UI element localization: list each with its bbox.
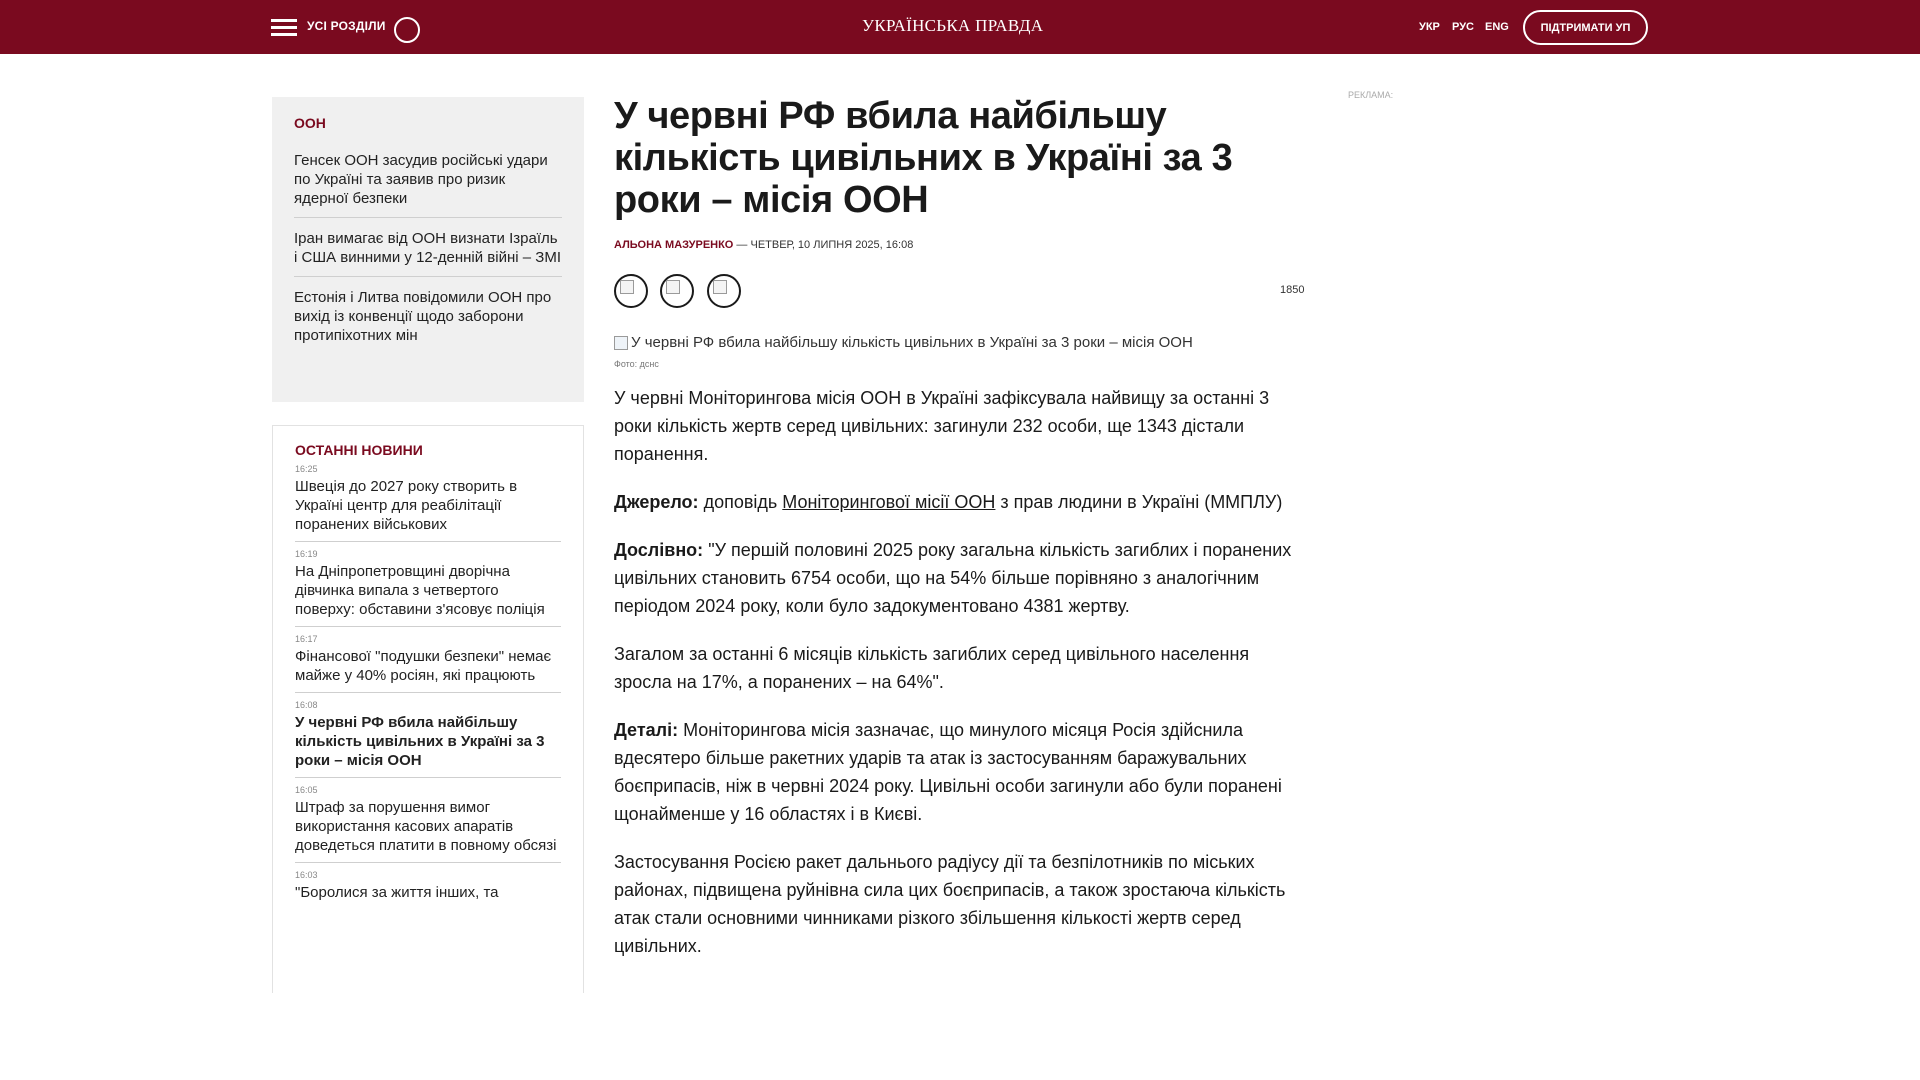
news-time: 16:17 (295, 634, 318, 644)
byline-separator: — (733, 239, 751, 251)
article-paragraph: Застосування Росією ракет дальнього радіусу дії та безпілотників по міських районах, підвищена руйнівна сила цих боєприпасів, а також зростаюча кількість атак стали основними чинниками різкого збільшення кількості жертв серед цивільних. (614, 852, 1286, 956)
news-headline[interactable]: У червні РФ вбила найбільшу кількість цивільних в Україні за 3 роки – місія ООН (295, 714, 545, 769)
news-time: 16:03 (295, 870, 318, 880)
broken-image-icon (614, 336, 628, 350)
un-news-item[interactable]: Естонія і Литва повідомили ООН про вихід із конвенції щодо заборони протипіхотних мін (294, 289, 552, 344)
latest-news-item[interactable] (295, 464, 561, 542)
news-headline[interactable]: Швеція до 2027 року створить в Україні центр для реабілітації поранених військових (295, 478, 518, 533)
article-paragraph-details (614, 716, 1304, 828)
article-paragraph: Загалом за останні 6 місяців кількість загиблих серед цивільного населення зросла на 17%, а поранених – на 64%". (614, 644, 1250, 692)
details-label: Деталі: (614, 720, 679, 740)
support-button[interactable]: ПІДТРИМАТИ УП (1523, 10, 1648, 45)
broken-image-icon (666, 280, 680, 294)
latest-news-box (272, 425, 584, 993)
photo-alt-text: У червні РФ вбила найбільшу кількість цивільних в Україні за 3 роки – місія ООН (631, 334, 1193, 351)
latest-news-item[interactable] (295, 549, 561, 627)
share-twitter-icon[interactable] (660, 274, 694, 308)
lang-eng-link[interactable]: ENG (1485, 21, 1509, 33)
news-headline[interactable]: Штраф за порушення вимог використання касових апаратів доведеться платити в повному обсязі (295, 799, 557, 854)
news-time: 16:05 (295, 785, 318, 795)
broken-image-icon (713, 280, 727, 294)
news-time: 16:25 (295, 464, 318, 474)
article-photo (614, 334, 1193, 351)
un-news-item[interactable]: Генсек ООН засудив російські удари по Україні та заявив про ризик ядерної безпеки (294, 151, 562, 218)
article-date: ЧЕТВЕР, 10 ЛИПНЯ 2025, 16:08 (750, 239, 914, 251)
site-logo[interactable]: УКРАЇНСЬКА ПРАВДА (862, 16, 1044, 35)
latest-news-item[interactable] (295, 634, 561, 693)
all-sections-link[interactable]: УСІ РОЗДІЛИ (307, 19, 386, 33)
un-related-box (272, 97, 584, 402)
latest-news-title[interactable]: ОСТАННІ НОВИНИ (295, 442, 423, 458)
news-headline[interactable]: "Боролися за життя інших, та (295, 884, 499, 901)
top-bar (0, 0, 1920, 54)
hamburger-menu-icon[interactable] (271, 19, 297, 37)
news-time: 16:19 (295, 549, 318, 559)
details-text: Моніторингова місія зазначає, що минулого місяця Росія здійснила вдесятеро більше ракетних ударів та атак із застосуванням баражувальних боєприпасів, ніж в червні 2024 року. Цивільні особи загинули або були поранені щонайменше у 16 областях і в Києві. (614, 720, 1282, 824)
latest-news-item-current[interactable] (295, 700, 561, 778)
source-text-pre: доповідь (698, 492, 783, 512)
broken-image-icon (620, 280, 634, 294)
share-telegram-icon[interactable] (707, 274, 741, 308)
share-facebook-icon[interactable] (614, 274, 648, 308)
latest-news-item[interactable] (295, 785, 561, 863)
author-link[interactable]: АЛЬОНА МАЗУРЕНКО (614, 239, 734, 251)
news-time: 16:08 (295, 700, 318, 710)
un-section-title[interactable]: ООН (294, 115, 326, 131)
search-icon[interactable] (394, 17, 420, 43)
news-headline[interactable]: На Дніпропетровщині дворічна дівчинка випала з четвертого поверху: обставини з'ясовує поліція (295, 563, 545, 618)
article-paragraph-source (614, 488, 1304, 516)
article-title: У червні РФ вбила найбільшу кількість цивільних в Україні за 3 роки – місія ООН (614, 95, 1233, 221)
source-link[interactable]: Моніторингової місії ООН (782, 492, 996, 512)
latest-news-item[interactable] (295, 870, 561, 909)
news-headline[interactable]: Фінансової "подушки безпеки" немає майже у 40% росіян, які працюють (295, 648, 552, 684)
quote-label: Дослівно: (614, 540, 704, 560)
lang-rus-link[interactable]: РУС (1452, 21, 1474, 33)
ad-label: РЕКЛАМА: (1348, 90, 1394, 100)
article-body (614, 384, 1304, 980)
photo-credit: Фото: дснс (614, 359, 659, 369)
article-paragraph-quote (614, 536, 1304, 620)
article-byline (614, 239, 913, 251)
view-count: 1850 (1280, 284, 1305, 296)
lang-ukr-link[interactable]: УКР (1419, 21, 1440, 33)
source-text-post: з прав людини в Україні (ММПЛУ) (995, 492, 1283, 512)
article-paragraph: У червні Моніторингова місія ООН в Україні зафіксувала найвищу за останні 3 роки кількість жертв серед цивільних: загинули 232 особи, ще 1343 дістали поранення. (614, 388, 1270, 464)
source-label: Джерело: (614, 492, 699, 512)
un-news-item[interactable]: Іран вимагає від ООН визнати Ізраїль і США винними у 12-денній війні – ЗМІ (294, 229, 562, 277)
quote-text: "У першій половині 2025 року загальна кількість загиблих і поранених цивільних становить 6754 особи, що на 54% більше порівняно з аналогічним періодом 2024 року, коли було задокументовано 4381 жертву. (614, 540, 1292, 616)
